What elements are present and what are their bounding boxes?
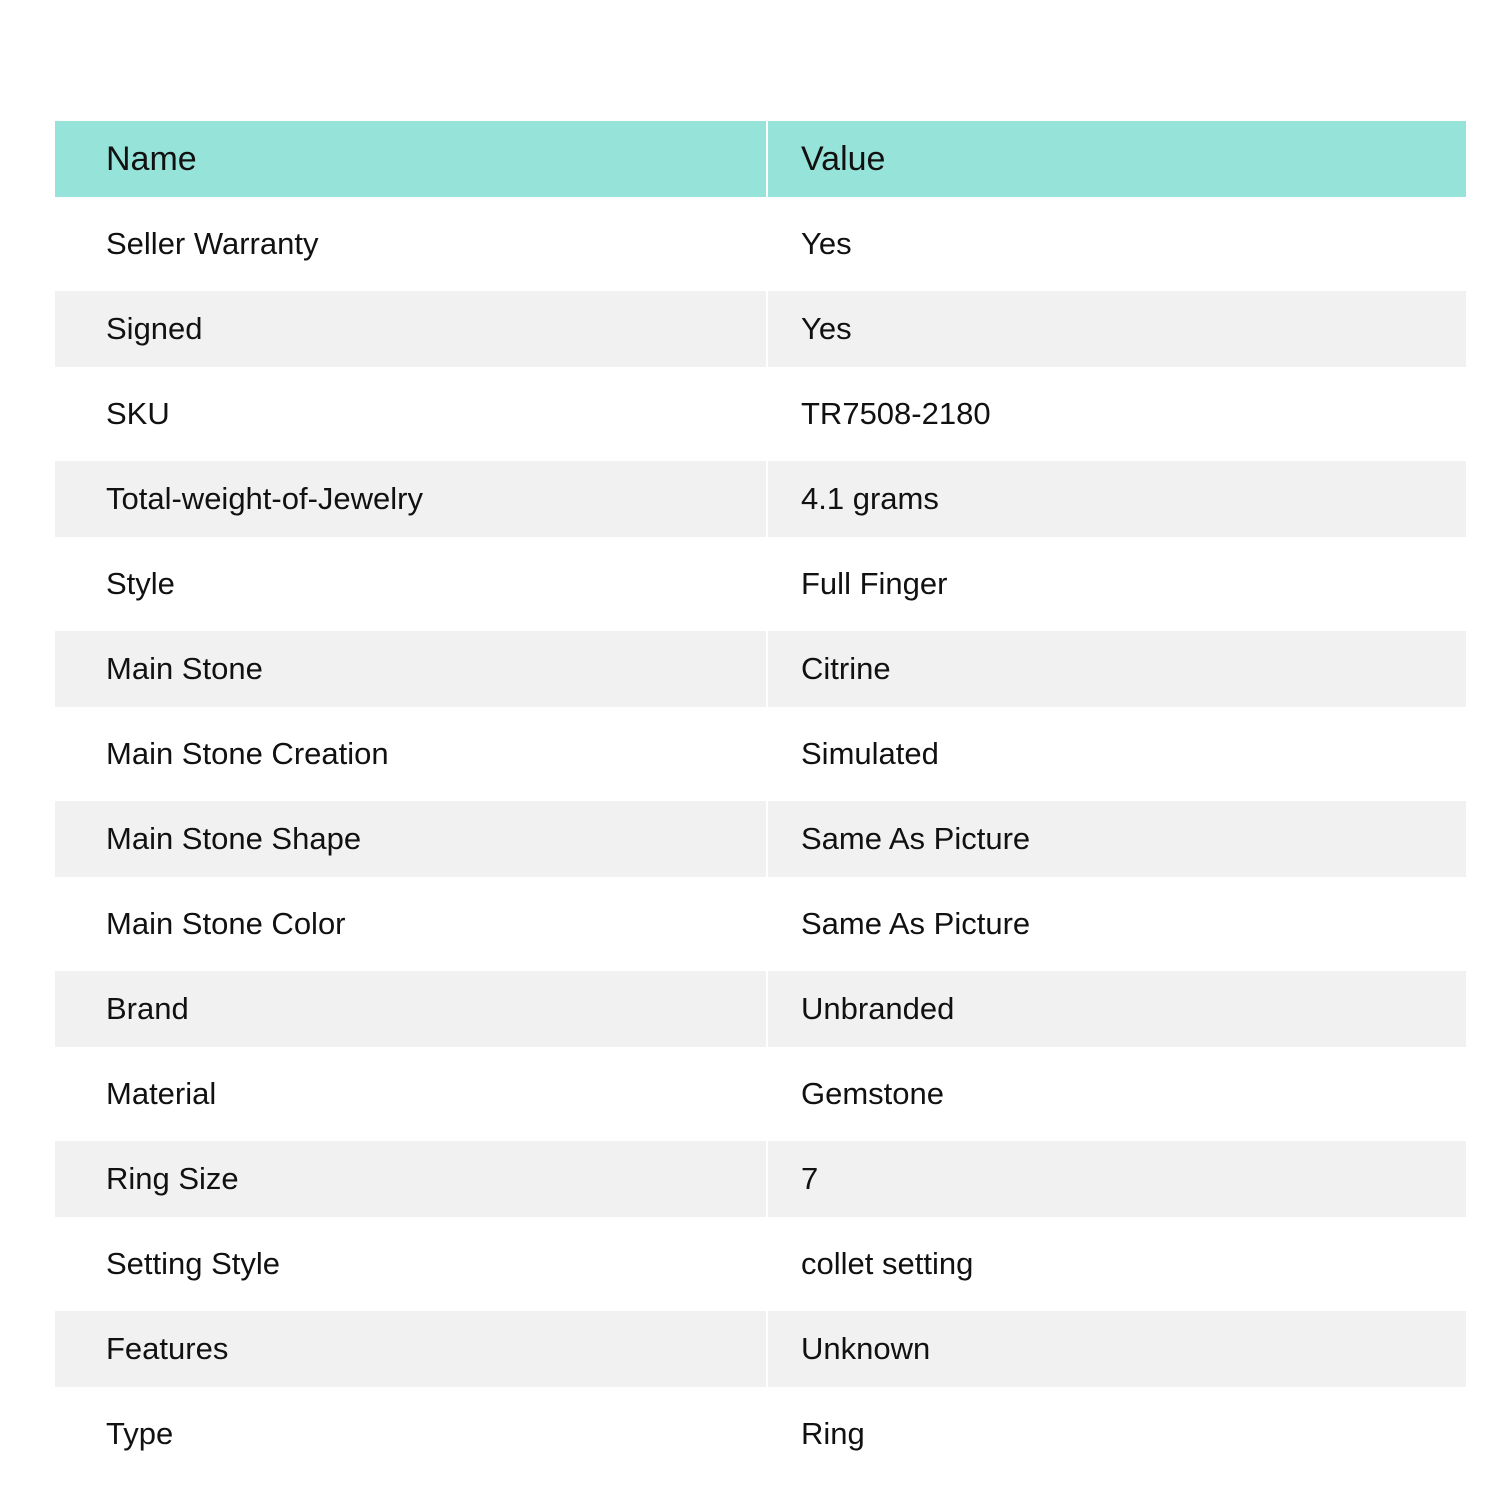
row-value-cell: collet setting xyxy=(768,1217,1466,1311)
table-row xyxy=(55,1132,1466,1217)
table-row xyxy=(55,1047,1466,1132)
row-value-cell: Citrine xyxy=(768,631,1466,707)
row-name-cell: Seller Warranty xyxy=(55,197,766,291)
table-row xyxy=(55,1387,1466,1472)
row-value-cell: Gemstone xyxy=(768,1047,1466,1141)
table-row xyxy=(55,1302,1466,1387)
table-row xyxy=(55,877,1466,962)
table-row xyxy=(55,792,1466,877)
row-name-cell: Main Stone xyxy=(55,631,766,707)
row-name-cell: SKU xyxy=(55,367,766,461)
item-specifics-table xyxy=(55,121,1466,1472)
table-row xyxy=(55,452,1466,537)
header-name-cell: Name xyxy=(55,121,766,197)
row-value-cell: Ring xyxy=(768,1387,1466,1481)
row-value-cell: Same As Picture xyxy=(768,877,1466,971)
row-name-cell: Total-weight-of-Jewelry xyxy=(55,461,766,537)
row-name-cell: Signed xyxy=(55,291,766,367)
table-row xyxy=(55,622,1466,707)
row-value-cell: 4.1 grams xyxy=(768,461,1466,537)
table-row xyxy=(55,707,1466,792)
row-name-cell: Material xyxy=(55,1047,766,1141)
row-value-cell: Full Finger xyxy=(768,537,1466,631)
row-name-cell: Main Stone Shape xyxy=(55,801,766,877)
row-name-cell: Brand xyxy=(55,971,766,1047)
row-value-cell: Yes xyxy=(768,197,1466,291)
row-name-cell: Main Stone Creation xyxy=(55,707,766,801)
row-value-cell: Unknown xyxy=(768,1311,1466,1387)
row-name-cell: Type xyxy=(55,1387,766,1481)
row-name-cell: Ring Size xyxy=(55,1141,766,1217)
table-row xyxy=(55,962,1466,1047)
row-name-cell: Features xyxy=(55,1311,766,1387)
row-value-cell: Yes xyxy=(768,291,1466,367)
table-row xyxy=(55,282,1466,367)
row-name-cell: Main Stone Color xyxy=(55,877,766,971)
header-value-cell: Value xyxy=(768,121,1466,197)
table-body xyxy=(55,197,1466,1472)
table-row xyxy=(55,367,1466,452)
table-row xyxy=(55,537,1466,622)
table-row xyxy=(55,197,1466,282)
row-value-cell: Unbranded xyxy=(768,971,1466,1047)
row-name-cell: Style xyxy=(55,537,766,631)
row-value-cell: Same As Picture xyxy=(768,801,1466,877)
row-value-cell: Simulated xyxy=(768,707,1466,801)
row-value-cell: TR7508-2180 xyxy=(768,367,1466,461)
row-value-cell: 7 xyxy=(768,1141,1466,1217)
table-row xyxy=(55,1217,1466,1302)
table-header-row xyxy=(55,121,1466,197)
row-name-cell: Setting Style xyxy=(55,1217,766,1311)
